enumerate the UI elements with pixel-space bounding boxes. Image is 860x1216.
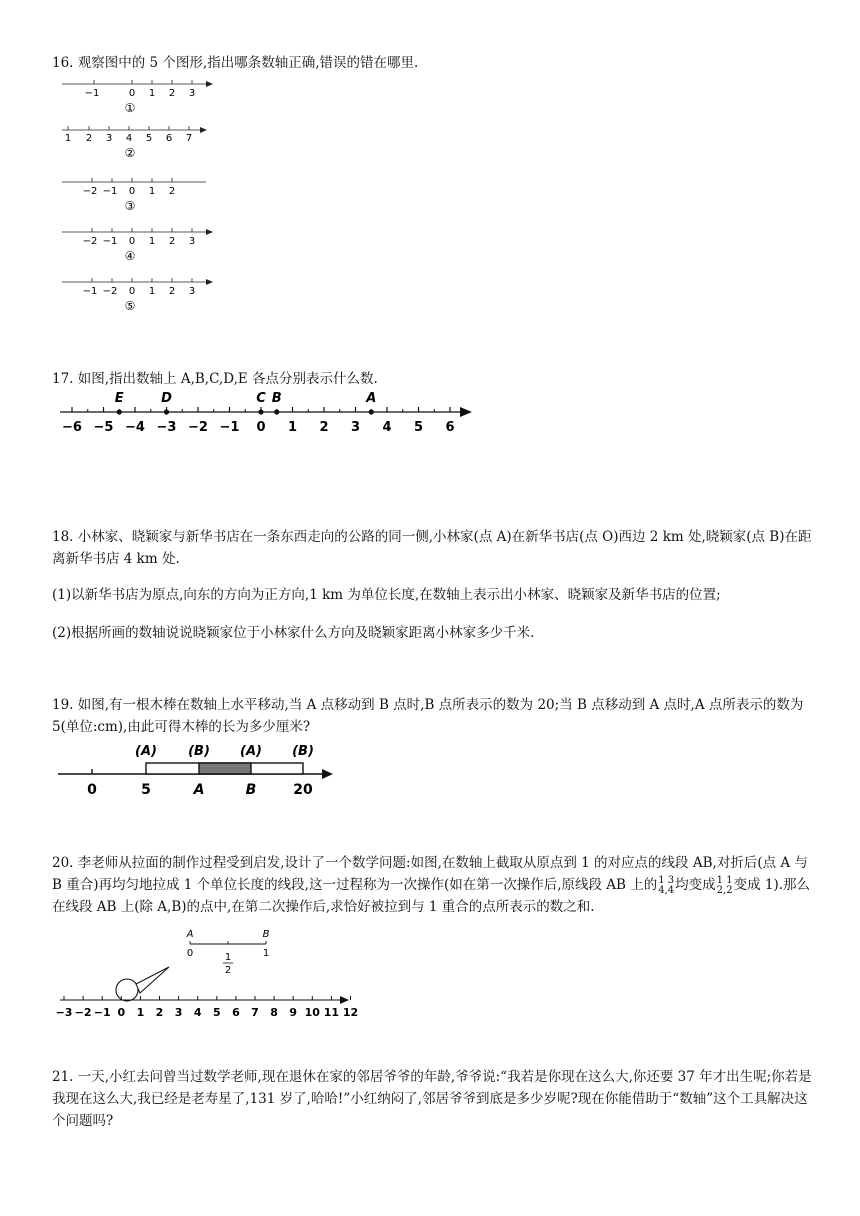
- q16-f4-caption: ④: [124, 249, 136, 263]
- q17-number-line: [56, 390, 496, 436]
- q17-tick-label: 0: [256, 420, 266, 435]
- question-18-part-1: (1)以新华书店为原点,向东的方向为正方向,1 km 为单位长度,在数轴上表示出小林家、晓颖家及新华书店的位置;: [52, 587, 721, 603]
- q17-tick-label: −2: [188, 420, 208, 435]
- q20-tick-label: 3: [174, 1006, 183, 1019]
- q19-overlap: [199, 763, 251, 774]
- q16-f2-tick-4: 5: [145, 133, 153, 144]
- q17-tick-label: −6: [62, 420, 82, 435]
- q20-frac-den-2: 2,2: [716, 884, 733, 896]
- q16-f3-tick-1: −1: [102, 186, 118, 197]
- q17-tick-label: −3: [156, 420, 177, 435]
- q16-f4-tick-0: −2: [82, 236, 98, 247]
- q20-segment-1: 1: [262, 948, 270, 959]
- q20-tick-label: 0: [117, 1006, 126, 1019]
- q17-point-label-c: C: [256, 391, 266, 406]
- q17-tick-label: 5: [413, 420, 424, 435]
- q17-point-label-b: B: [271, 391, 282, 406]
- q19-top-label-3: (B): [292, 744, 314, 759]
- q16-f1-tick-0: −1: [84, 88, 100, 99]
- question-18-text: 18. 小林家、晓颖家与新华书店在一条东西走向的公路的同一侧,小林家(点 A)在新华书店(点 O)西边 2 km 处,晓颖家(点 B)在距离新华书店 4 km 处.: [52, 529, 812, 567]
- q16-f1-caption: ①: [124, 101, 136, 115]
- q19-bottom-label-1: 5: [141, 782, 151, 798]
- q20-tick-label: −1: [93, 1006, 111, 1019]
- q16-f5-caption: ⑤: [124, 299, 136, 313]
- question-17-text: 17. 如图,指出数轴上 A,B,C,D,E 各点分别表示什么数.: [52, 371, 378, 387]
- q16-f4-tick-2: 0: [128, 236, 136, 247]
- q20-tick-label: 11: [323, 1006, 340, 1019]
- q20-segment-half-den: 2: [224, 965, 232, 976]
- q17-tick-label: 4: [382, 420, 392, 435]
- q19-bottom-label-3: B: [245, 782, 257, 798]
- q16-f5-tick-1: −2: [102, 286, 118, 297]
- q17-point-d: [164, 409, 169, 414]
- q17-tick-label: −5: [93, 420, 114, 435]
- question-18-part-2: (2)根据所画的数轴说说晓颖家位于小林家什么方向及晓颖家距离小林家多少千米.: [52, 625, 535, 641]
- question-20-text: [52, 852, 812, 918]
- q20-tick-label: 8: [270, 1006, 278, 1019]
- q20-tick-label: 2: [155, 1006, 164, 1019]
- q20-tick-label: 4: [193, 1006, 202, 1019]
- q16-axis-4: [62, 228, 213, 263]
- q19-top-label-0: (A): [135, 744, 157, 759]
- q20-segment-0: 0: [186, 948, 194, 959]
- q17-point-c: [258, 409, 263, 414]
- q19-top-label-1: (B): [188, 744, 210, 759]
- q16-f3-tick-4: 2: [168, 186, 176, 197]
- q17-tick-label: −1: [219, 420, 240, 435]
- q16-f2-tick-6: 7: [185, 133, 193, 144]
- q16-f4-tick-1: −1: [102, 236, 118, 247]
- q20-tick-label: 7: [251, 1006, 259, 1019]
- q16-f5-tick-3: 1: [148, 286, 156, 297]
- q20-pointer: [136, 967, 169, 993]
- q16-f1-tick-4: 3: [188, 88, 196, 99]
- q20-tick-label: 1: [136, 1006, 145, 1019]
- q19-stick-diagram: [56, 736, 356, 800]
- q16-f2-caption: ②: [124, 146, 136, 160]
- q16-f1-tick-2: 1: [148, 88, 156, 99]
- q20-segment-b: B: [262, 929, 270, 940]
- q17-point-label-d: D: [161, 391, 172, 406]
- q20-text-3: 变成 1).那么在线段 AB 上(除 A,B)的点中,在第二次操作后,求恰好被拉到与 1 重合的点所表示的数之和.: [52, 877, 811, 915]
- q20-loop: [116, 979, 138, 1001]
- q17-point-label-e: E: [114, 391, 124, 406]
- q20-tick-label: 5: [212, 1006, 221, 1019]
- q19-bottom-label-2: A: [193, 782, 205, 798]
- q20-frac-den: 4,4: [658, 884, 675, 896]
- q16-f3-caption: ③: [124, 199, 136, 213]
- q16-f1-tick-1: 0: [128, 88, 136, 99]
- question-21-text: 21. 一天,小红去问曾当过数学老师,现在退休在家的邻居爷爷的年龄,爷爷说:“我若是你现在这么大,你还要 37 年才出生呢;你若是我现在这么大,我已经是老寿星了,131 岁了,哈哈!”小红纳闷了,邻居爷爷到底是多少岁呢?现在你能借助于“数轴”这个工具解决这个问题吗?: [52, 1069, 812, 1129]
- q16-axis-2: [62, 126, 207, 160]
- q20-diagram: [56, 924, 366, 1020]
- q20-fractions-b: [717, 876, 733, 896]
- q19-bottom-label-0: 0: [87, 782, 97, 798]
- q16-f4-tick-3: 1: [148, 236, 156, 247]
- q17-point-a: [369, 409, 374, 414]
- q17-tick-label: 1: [287, 420, 298, 435]
- q20-text-2: 均变成: [675, 877, 716, 893]
- q20-tick-label: 6: [232, 1006, 240, 1019]
- q16-f4-tick-4: 2: [168, 236, 176, 247]
- q16-f5-tick-5: 3: [188, 286, 196, 297]
- q20-tick-label: −2: [74, 1006, 92, 1019]
- question-19-text: 19. 如图,有一根木棒在数轴上水平移动,当 A 点移动到 B 点时,B 点所表示的数为 20;当 B 点移动到 A 点时,A 点所表示的数为 5(单位:cm),由此可得木棒的长为多少厘米?: [52, 697, 804, 735]
- q16-f2-tick-0: 1: [64, 133, 72, 144]
- q16-f1-tick-3: 2: [168, 88, 176, 99]
- q20-fractions-a: [658, 876, 674, 896]
- q16-f2-tick-1: 2: [85, 133, 93, 144]
- q16-axis-5: [62, 278, 213, 313]
- q16-f2-tick-2: 3: [105, 133, 113, 144]
- q17-point-b: [274, 409, 279, 414]
- q16-f5-tick-4: 2: [168, 286, 176, 297]
- q17-point-label-a: A: [366, 391, 377, 406]
- q19-bottom-label-4: 20: [293, 782, 313, 798]
- q16-f3-tick-0: −2: [82, 186, 98, 197]
- q20-tick-label: 12: [342, 1006, 359, 1019]
- question-16-text: 16. 观察图中的 5 个图形,指出哪条数轴正确,错误的错在哪里.: [52, 55, 419, 71]
- q20-frac-num-2: 1 1: [716, 874, 733, 886]
- q19-top-label-2: (A): [240, 744, 262, 759]
- q20-segment-a: A: [186, 929, 194, 940]
- q16-f2-tick-3: 4: [125, 133, 133, 144]
- q16-figures: [56, 74, 276, 324]
- q20-tick-label: 10: [304, 1006, 320, 1019]
- q17-tick-label: 6: [445, 420, 455, 435]
- q16-f5-tick-0: −1: [82, 286, 98, 297]
- q17-tick-label: 2: [319, 420, 329, 435]
- q20-segment-half-num: 1: [224, 952, 232, 963]
- q20-text-1: 20. 李老师从拉面的制作过程受到启发,设计了一个数学问题:如图,在数轴上截取从原点到 1 的对应点的线段 AB,对折后(点 A 与 B 重合)再均匀地拉成 1 个单位长度的线段,这一过程称为一次操作(如在第一次操作后,原线段 AB 上的: [52, 855, 808, 893]
- q16-f5-tick-2: 0: [128, 286, 136, 297]
- q16-f3-tick-3: 1: [148, 186, 156, 197]
- q16-f2-tick-5: 6: [165, 133, 173, 144]
- q16-f4-tick-5: 3: [188, 236, 196, 247]
- q16-axis-1: [62, 80, 213, 115]
- q20-tick-label: 9: [289, 1006, 298, 1019]
- q16-axis-3: [62, 178, 206, 213]
- q20-tick-label: −3: [56, 1006, 73, 1019]
- q17-point-e: [117, 409, 122, 414]
- q20-frac-num: 1 3: [658, 874, 675, 886]
- q17-tick-label: 3: [350, 420, 361, 435]
- q17-tick-label: −4: [125, 420, 145, 435]
- q16-f3-tick-2: 0: [128, 186, 136, 197]
